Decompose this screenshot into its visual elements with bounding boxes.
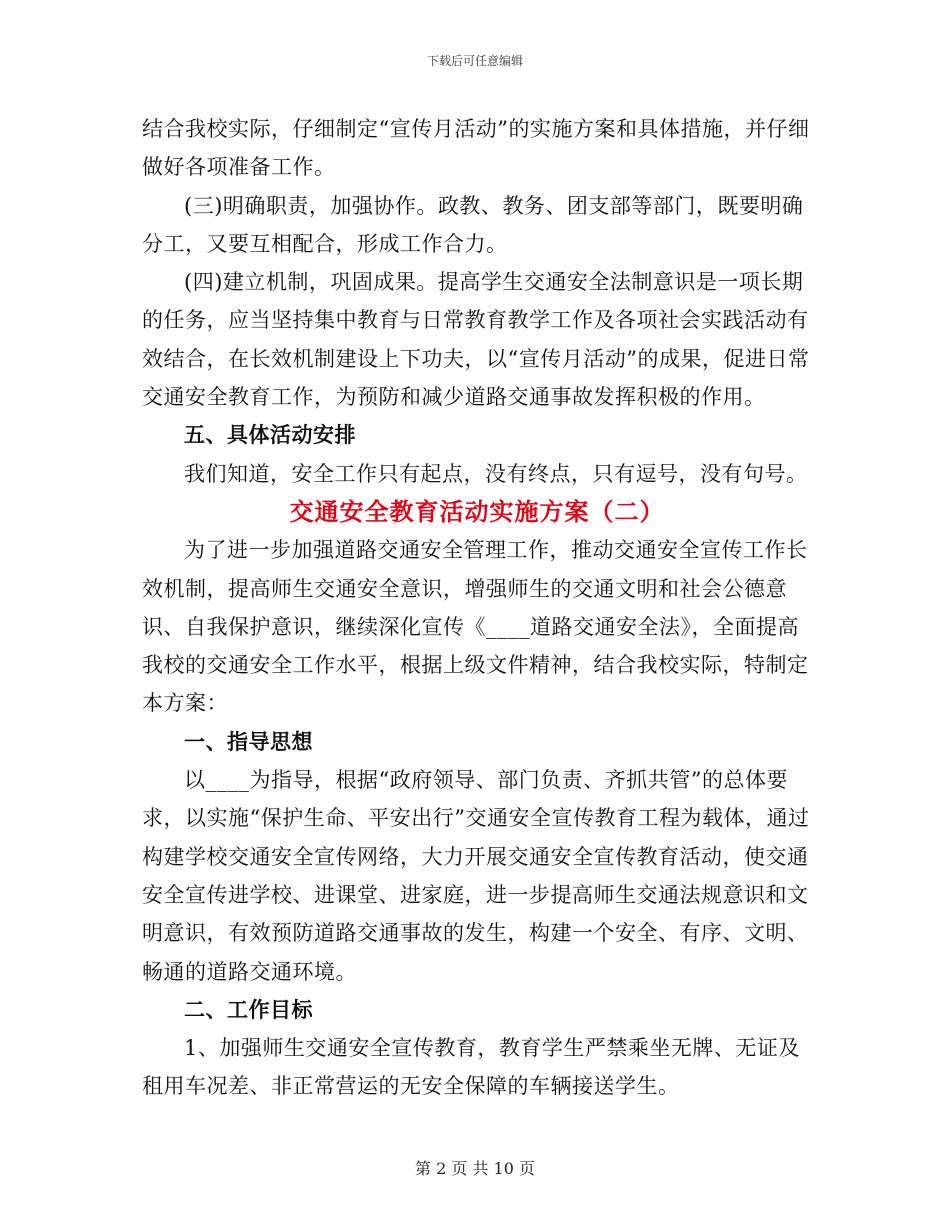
section-heading-5: 五、具体活动安排: [184, 422, 356, 448]
paragraph-guiding-ideology: 以____为指导，根据“政府领导、部门负责、齐抓共管”的总体要求，以实施“保护生命、平安出行”交通安全宣传教育工程为载体，通过构建学校交通安全宣传网络，大力开展交通安全宣传教育活动，使交通安全宣传进学校、进课堂、进家庭，进一步提高师生交通法规意识和文明意识，有效预防道路交通事故的发生，构建一个安全、有序、文明、畅通的道路交通环境。: [142, 768, 810, 984]
paragraph-item-4: (四)建立机制，巩固成果。提高学生交通安全法制意识是一项长期的任务，应当坚持集中教育与日常教育教学工作及各项社会实践活动有效结合，在长效机制建设上下功夫，以“宣传月活动”的成果，促进日常交通安全教育工作，为预防和减少道路交通事故发挥积极的作用。: [142, 270, 810, 410]
document-title: 交通安全教育活动实施方案（二）: [289, 496, 665, 526]
paragraph-continuation: 结合我校实际，仔细制定“宣传月活动”的实施方案和具体措施，并仔细做好各项准备工作。: [142, 117, 810, 180]
paragraph-closing: 我们知道，安全工作只有起点，没有终点，只有逗号，没有句号。: [184, 461, 808, 486]
page-number: 第 2 页 共 10 页: [415, 1159, 535, 1178]
section-heading-1: 一、指导思想: [184, 728, 313, 754]
document-body: [142, 110, 812, 1106]
section-heading-2: 二、工作目标: [184, 996, 313, 1022]
paragraph-item-3: (三)明确职责，加强协作。政教、教务、团支部等部门，既要明确分工，又要互相配合，形成工作合力。: [142, 193, 804, 256]
paragraph-intro: 为了进一步加强道路交通安全管理工作，推动交通安全宣传工作长效机制，提高师生交通安全意识，增强师生的交通文明和社会公德意识、自我保护意识，继续深化宣传《____道路交通安全法》，全面提高我校的交通安全工作水平，根据上级文件精神，结合我校实际，特制定本方案：: [142, 538, 809, 716]
page-header-note: 下载后可任意编辑: [426, 54, 523, 68]
paragraph-goal-1: 1、加强师生交通安全宣传教育，教育学生严禁乘坐无牌、无证及租用车况差、非正常营运的无安全保障的车辆接送学生。: [142, 1036, 800, 1099]
